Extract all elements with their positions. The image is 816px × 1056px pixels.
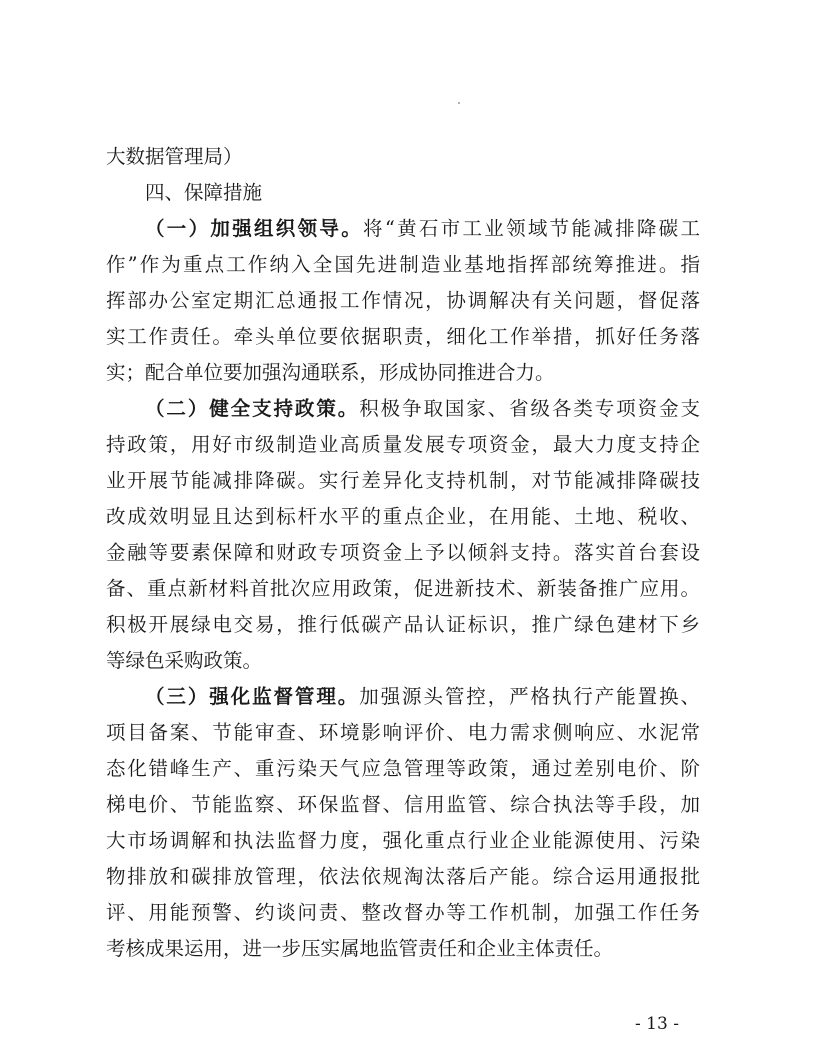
paragraph-3-line-5: 大市场调解和执法监督力度，强化重点行业企业能源使用、污染 [106,829,700,852]
paragraph-3-line-8: 考核成果运用，进一步压实属地监管责任和企业主体责任。 [106,937,614,960]
paragraph-3-line-4: 梯电价、节能监察、环保监督、信用监管、综合执法等手段，加 [106,793,700,816]
paragraph-1-line-2: 作”作为重点工作纳入全国先进制造业基地指挥部统筹推进。指 [106,253,700,276]
paragraph-3-line-1 [145,679,700,715]
paragraph-1-text: 将“黄石市工业领域节能减排降碳工 [363,217,700,240]
paragraph-2-line-4: 改成效明显且达到标杆水平的重点企业，在用能、土地、税收、 [106,505,700,528]
paragraph-1-line-4: 实工作责任。牵头单位要依据职责，细化工作举措，抓好任务落 [106,325,700,348]
paragraph-2-text: 积极争取国家、省级各类专项资金支 [359,397,700,420]
paragraph-2-line-5: 金融等要素保障和财政专项资金上予以倾斜支持。落实首台套设 [106,541,700,564]
paragraph-3-heading: （三）强化监督管理。 [145,685,360,708]
paragraph-1-heading: （一）加强组织领导。 [145,217,364,240]
paragraph-3-line-7: 评、用能预警、约谈问责、整改督办等工作机制，加强工作任务 [106,901,700,924]
paragraph-2-line-8: 等绿色采购政策。 [106,649,263,672]
paragraph-1-line-5: 实；配合单位要加强沟通联系，形成协同推进合力。 [106,361,555,384]
paragraph-2-line-1 [145,391,700,427]
paragraph-2-heading: （二）健全支持政策。 [145,397,360,420]
paragraph-2-line-6: 备、重点新材料首批次应用政策，促进新技术、新装备推广应用。 [106,577,700,600]
paragraph-2-line-2: 持政策，用好市级制造业高质量发展专项资金，最大力度支持企 [106,433,700,456]
section-heading: 四、保障措施 [145,181,263,204]
paragraph-2-line-3: 业开展节能减排降碳。实行差异化支持机制，对节能减排降碳技 [106,469,700,492]
paragraph-3-line-2: 项目备案、节能审查、环境影响评价、电力需求侧响应、水泥常 [106,721,700,744]
paragraph-2-line-7: 积极开展绿电交易，推行低碳产品认证标识，推广绿色建材下乡 [106,613,700,636]
paragraph-3-line-6: 物排放和碳排放管理，依法依规淘汰落后产能。综合运用通报批 [106,865,700,888]
paragraph-1-line-3: 挥部办公室定期汇总通报工作情况，协调解决有关问题，督促落 [106,289,700,312]
intro-line: 大数据管理局） [106,145,243,168]
scan-speck [458,102,460,104]
paragraph-1-line-1 [145,211,700,247]
paragraph-3-line-3: 态化错峰生产、重污染天气应急管理等政策，通过差别电价、阶 [106,757,700,780]
page-number: - 13 - [635,1014,679,1034]
paragraph-3-text: 加强源头管控，严格执行产能置换、 [359,685,700,708]
